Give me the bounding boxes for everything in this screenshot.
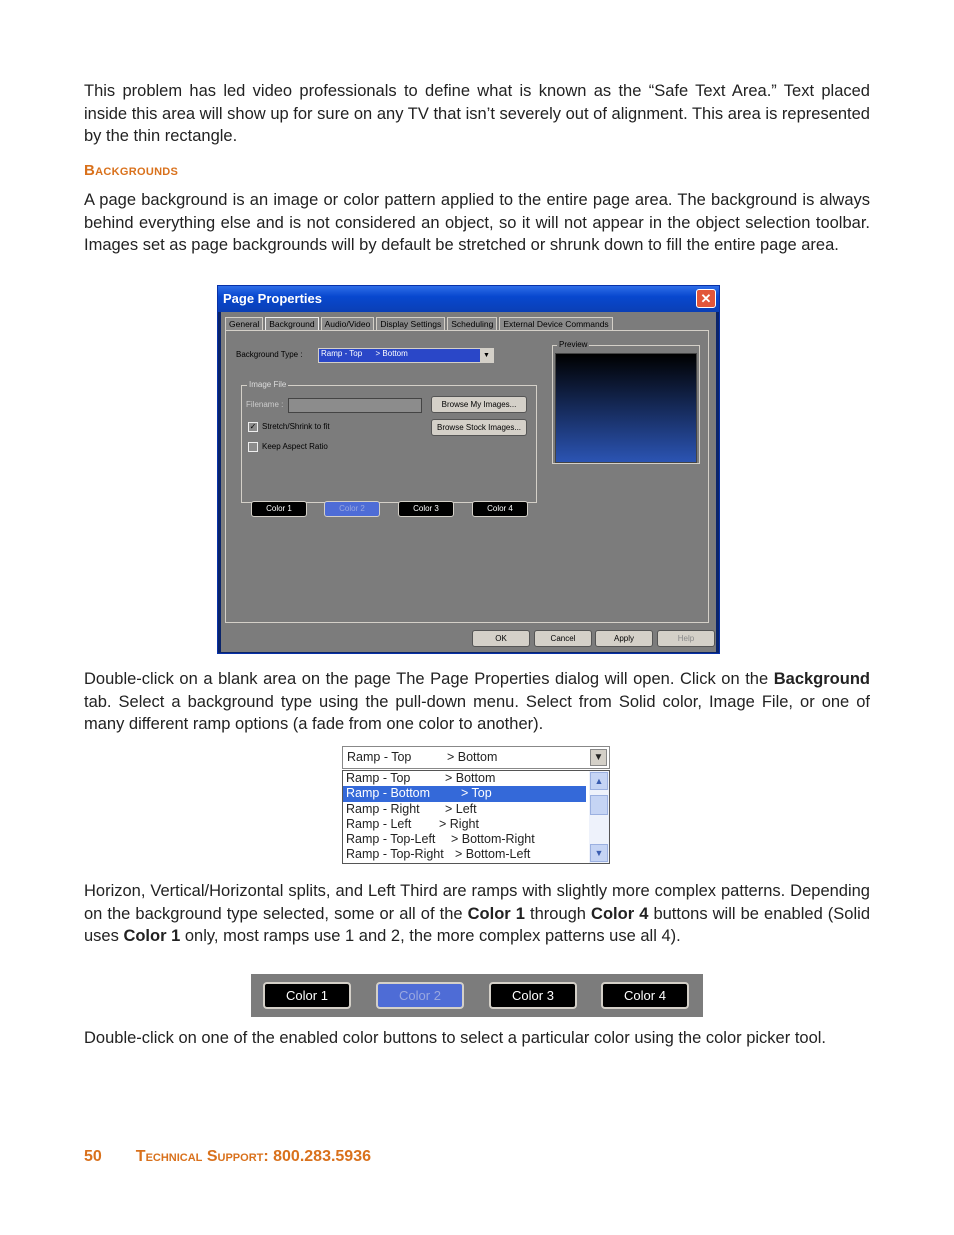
page-properties-dialog (217, 285, 720, 654)
tab-strip (225, 317, 615, 331)
browse-my-images-button[interactable]: Browse My Images... (431, 396, 527, 413)
list-item-selected[interactable] (343, 786, 586, 801)
strip-color-1-button[interactable]: Color 1 (263, 982, 351, 1009)
background-term: Background (773, 670, 870, 688)
color-button-strip (251, 974, 703, 1017)
dropdown-selected: Ramp - Top (347, 750, 412, 764)
page-number: 50 (84, 1148, 102, 1165)
filename-field[interactable] (288, 398, 422, 413)
list-item-label: Ramp - Top-Right (346, 847, 444, 862)
filename-label: Filename : (246, 400, 284, 409)
background-type-label: Background Type : (236, 350, 303, 359)
list-item-label: Ramp - Left (346, 816, 412, 831)
list-item[interactable] (343, 802, 586, 817)
list-item-direction: > Bottom-Right (451, 832, 535, 847)
stretch-checkbox[interactable]: ✓ (249, 422, 257, 431)
browse-stock-images-button[interactable]: Browse Stock Images... (431, 419, 527, 436)
tab-audio-video[interactable]: Audio/Video (321, 317, 375, 331)
tab-general[interactable]: General (225, 317, 263, 331)
instructions-paragraph (84, 668, 870, 736)
preview-label: Preview (559, 340, 588, 349)
keep-aspect-label: Keep Aspect Ratio (262, 442, 328, 451)
chevron-down-icon[interactable]: ▼ (590, 749, 607, 766)
tab-external-device-commands[interactable]: External Device Commands (499, 317, 612, 331)
instructions-text-2: tab. Select a background type using the pull-down menu. Select from Solid color, Image File, or one of many different ramp options (a fade from one color to another). (84, 692, 870, 733)
chevron-down-icon[interactable]: ▼ (480, 349, 493, 362)
dropdown-head[interactable] (342, 746, 610, 769)
color-2-button[interactable]: Color 2 (324, 501, 380, 517)
ok-button[interactable]: OK (472, 630, 530, 647)
list-item-direction: > Right (439, 816, 479, 831)
close-icon[interactable]: ✕ (696, 289, 716, 308)
background-type-select[interactable] (318, 348, 494, 363)
list-item-direction: > Top (461, 786, 492, 801)
dropdown-list (342, 770, 610, 864)
color-1-button[interactable]: Color 1 (251, 501, 307, 517)
background-type-dropdown (342, 746, 610, 864)
color-picker-paragraph: Double-click on one of the enabled color buttons to select a particular color using the color picker tool. (84, 1029, 827, 1047)
ramps-text-2: through (524, 904, 592, 923)
dropdown-scrollbar[interactable] (589, 771, 609, 863)
ramps-text-4: only, most ramps use 1 and 2, the more complex patterns use all 4). (180, 927, 681, 945)
dialog-title: Page Properties (223, 291, 322, 306)
list-item-direction: > Bottom (445, 771, 496, 785)
preview-image (555, 353, 697, 463)
dropdown-selected-arrow: > Bottom (447, 750, 498, 764)
list-item-label: Ramp - Top (346, 771, 411, 785)
list-item-direction: > Left (445, 801, 477, 816)
color-4-button[interactable]: Color 4 (472, 501, 528, 517)
instructions-text-1: Double-click on a blank area on the page The Page Properties dialog will open. Click on the (84, 670, 774, 688)
backgrounds-paragraph: A page background is an image or color pattern applied to the entire page area. The background is always behind everything else and is not considered an object, so it will not appear in the object selection toolbar. Images set as page backgrounds will by default be stretched or shrunk down to fill the entire page area. (84, 191, 870, 254)
strip-color-3-button[interactable]: Color 3 (489, 982, 577, 1009)
background-tab-panel (225, 330, 709, 623)
color-1-term-2: Color 1 (123, 927, 181, 945)
color-1-term: Color 1 (467, 904, 525, 923)
scroll-down-icon[interactable]: ▼ (590, 844, 608, 862)
list-item[interactable] (343, 847, 586, 862)
list-item-label: Ramp - Bottom (346, 786, 431, 801)
section-heading: Backgrounds (84, 162, 179, 179)
color-4-term: Color 4 (591, 904, 649, 923)
scroll-up-icon[interactable]: ▲ (590, 772, 608, 790)
dialog-title-bar (218, 286, 719, 312)
footer-label: Technical Support: 800.283.5936 (135, 1148, 372, 1165)
strip-color-4-button[interactable]: Color 4 (601, 982, 689, 1009)
tab-display-settings[interactable]: Display Settings (376, 317, 445, 331)
strip-color-2-button[interactable]: Color 2 (376, 982, 464, 1009)
scroll-thumb[interactable] (590, 795, 608, 815)
color-3-button[interactable]: Color 3 (398, 501, 454, 517)
list-item-label: Ramp - Right (346, 801, 420, 816)
list-item[interactable] (343, 832, 586, 847)
page-footer (84, 1148, 371, 1166)
keep-aspect-checkbox[interactable] (248, 442, 258, 452)
tab-scheduling[interactable]: Scheduling (447, 317, 497, 331)
ramps-text-1: Horizon, Vertical/Horizontal splits, and Left Third are ramps with slightly more complex patterns. Depending on the background type selected, some or all of the (84, 882, 870, 923)
list-item-label: Ramp - Top-Left (346, 832, 436, 847)
help-button[interactable]: Help (657, 630, 715, 647)
ramps-paragraph (84, 880, 870, 948)
image-file-group-title: Image File (249, 380, 287, 389)
image-file-group (241, 380, 537, 503)
preview-group (552, 340, 700, 464)
list-item[interactable] (343, 817, 586, 832)
apply-button[interactable]: Apply (595, 630, 653, 647)
dialog-body (221, 312, 716, 652)
ramps-text-3: buttons will be enabled (Solid uses (84, 904, 870, 945)
stretch-label: Stretch/Shrink to fit (262, 422, 330, 431)
list-item[interactable] (343, 771, 586, 786)
background-type-value: Ramp - Top > Bottom (321, 349, 408, 358)
tab-background[interactable]: Background (265, 317, 318, 331)
cancel-button[interactable]: Cancel (534, 630, 592, 647)
list-item-direction: > Bottom-Left (455, 847, 531, 862)
intro-paragraph: This problem has led video professionals to define what is known as the “Safe Text Area.” Text placed inside this area will show up for sure on any TV that isn’t severely out of alignment. This area is represented by the thin rectangle. (84, 82, 870, 145)
